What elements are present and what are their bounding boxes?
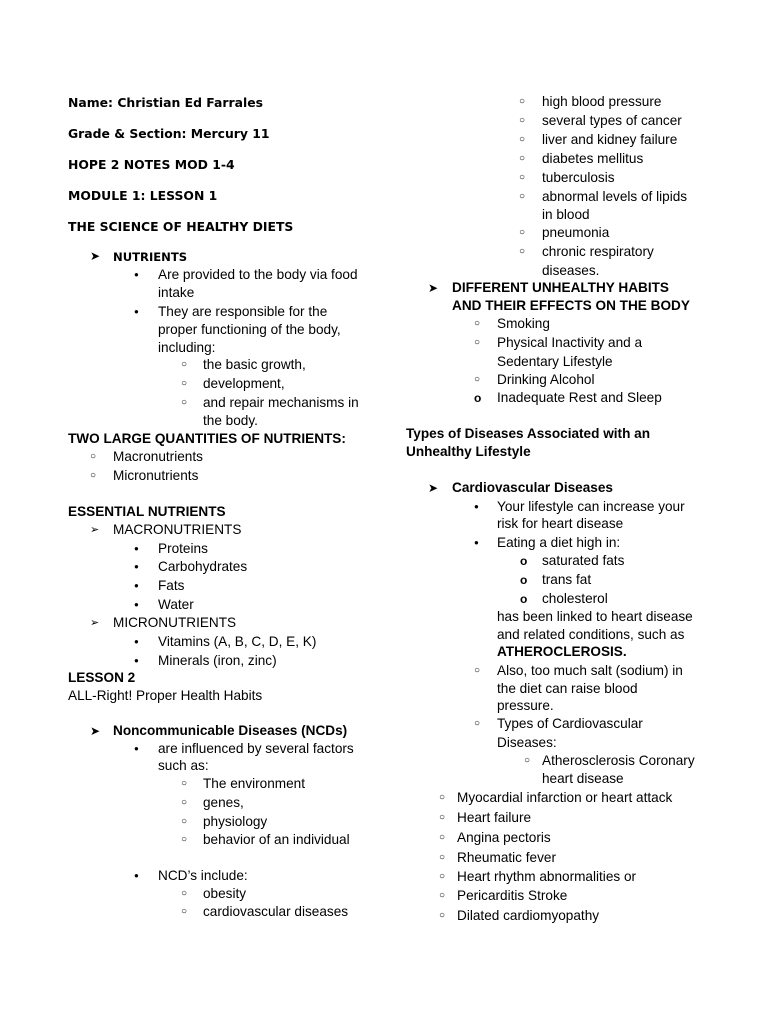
circle-bullet-icon: ○	[519, 96, 526, 107]
ncd-include-item: tuberculosis	[542, 170, 615, 185]
diet-item: cholesterol	[542, 591, 608, 606]
bullet-icon: ●	[134, 544, 139, 553]
circle-bullet-icon: ○	[439, 832, 446, 843]
bullet-icon: ●	[134, 744, 139, 753]
circle-bullet-icon: ○	[181, 378, 188, 389]
bullet-icon: ●	[134, 656, 139, 665]
macro-item: Fats	[158, 578, 185, 593]
circle-bullet-icon: ○	[181, 397, 188, 408]
cardio-heading: Cardiovascular Diseases	[452, 480, 613, 495]
ncd-include-item: obesity	[203, 886, 247, 901]
arrow-bullet-icon: ➤	[90, 724, 101, 738]
grade-section: Grade & Section: Mercury 11	[68, 126, 270, 141]
cardio-type-item: Atherosclerosis Coronary	[542, 753, 695, 768]
circle-bullet-icon: ○	[439, 792, 446, 803]
cardio-list-item: Pericarditis Stroke	[457, 888, 568, 903]
circle-bullet-icon: ○	[474, 718, 481, 729]
circle-bullet-icon: ○	[519, 191, 526, 202]
circle-bullet-icon: ○	[90, 470, 97, 481]
bullet-icon: ●	[134, 600, 139, 609]
ncd-include-item: in blood	[542, 207, 590, 222]
habit-item: Smoking	[497, 316, 550, 331]
ncd-include-item: diabetes mellitus	[542, 151, 644, 166]
circle-bullet-icon: ○	[519, 134, 526, 145]
habit-item: Sedentary Lifestyle	[497, 354, 613, 369]
ncd-include-item: pneumonia	[542, 225, 610, 240]
circle-bullet-icon: ○	[519, 246, 526, 257]
types-heading: Unhealthy Lifestyle	[406, 444, 531, 459]
notes-title: HOPE 2 NOTES MOD 1-4	[68, 157, 235, 172]
nutrients-heading: NUTRIENTS	[113, 250, 188, 264]
cardio-list-item: Dilated cardiomyopathy	[457, 908, 600, 923]
nutrients-text: proper functioning of the body,	[158, 322, 341, 337]
arrow-outline-icon: ➢	[90, 617, 100, 629]
arrow-outline-icon: ➢	[90, 524, 100, 536]
cardio-list-item: Myocardial infarction or heart attack	[457, 790, 673, 805]
essential-heading: ESSENTIAL NUTRIENTS	[68, 504, 226, 519]
ncd-heading: Noncommunicable Diseases (NCDs)	[113, 723, 348, 738]
cardio-text: Your lifestyle can increase your	[497, 499, 685, 514]
circle-bullet-icon: o	[520, 592, 528, 606]
circle-bullet-icon: ○	[439, 852, 446, 863]
circle-bullet-icon: ○	[519, 172, 526, 183]
arrow-bullet-icon: ➤	[90, 249, 101, 263]
circle-bullet-icon: ○	[181, 834, 188, 845]
cardio-list-item: Rheumatic fever	[457, 850, 556, 865]
cardio-text: risk for heart disease	[497, 516, 624, 531]
circle-bullet-icon: ○	[90, 451, 97, 462]
macro-item: Water	[158, 597, 194, 612]
bullet-icon: ●	[134, 581, 139, 590]
circle-bullet-icon: ○	[181, 778, 188, 789]
habits-heading: DIFFERENT UNHEALTHY HABITS	[452, 280, 669, 295]
cardio-text: pressure.	[497, 698, 554, 713]
two-large-item: Macronutrients	[113, 449, 203, 464]
circle-bullet-icon: ○	[181, 816, 188, 827]
circle-bullet-icon: ○	[181, 797, 188, 808]
nutrients-subitem: the body.	[203, 413, 258, 428]
habits-heading: AND THEIR EFFECTS ON THE BODY	[452, 298, 690, 313]
diet-item: trans fat	[542, 572, 592, 587]
nutrients-text: including:	[158, 340, 216, 355]
cardio-text: the diet can raise blood	[497, 681, 638, 696]
diet-item: saturated fats	[542, 553, 625, 568]
habit-item: Inadequate Rest and Sleep	[497, 390, 662, 405]
lesson2-subtitle: ALL-Right! Proper Health Habits	[68, 688, 263, 703]
bullet-icon: ●	[134, 270, 139, 279]
cardio-type-item: heart disease	[542, 771, 624, 786]
arrow-bullet-icon: ➤	[428, 281, 439, 295]
atheroclerosis-term: ATHEROCLEROSIS.	[497, 644, 627, 659]
topic-title: THE SCIENCE OF HEALTHY DIETS	[68, 219, 294, 234]
ncd-factor: genes,	[203, 795, 244, 810]
circle-bullet-icon: ○	[474, 374, 481, 385]
types-heading: Types of Diseases Associated with an	[406, 426, 651, 441]
circle-bullet-icon: ○	[524, 755, 531, 766]
cardio-text: Also, too much salt (sodium) in	[497, 663, 683, 678]
macronutrients-heading: MACRONUTRIENTS	[113, 522, 242, 537]
circle-bullet-icon: o	[474, 391, 482, 405]
ncd-include-item: diseases.	[542, 263, 600, 278]
ncd-include-item: chronic respiratory	[542, 244, 654, 259]
micronutrients-heading: MICRONUTRIENTS	[113, 615, 237, 630]
cardio-list-item: Heart failure	[457, 810, 532, 825]
two-large-heading: TWO LARGE QUANTITIES OF NUTRIENTS:	[68, 431, 346, 446]
circle-bullet-icon: ○	[181, 888, 188, 899]
ncd-include-item: cardiovascular diseases	[203, 904, 349, 919]
ncd-include-item: abnormal levels of lipids	[542, 189, 688, 204]
circle-bullet-icon: ○	[439, 812, 446, 823]
circle-bullet-icon: ○	[519, 227, 526, 238]
cardio-list-item: Angina pectoris	[457, 830, 551, 845]
habit-item: Drinking Alcohol	[497, 372, 595, 387]
cardio-text: Eating a diet high in:	[497, 535, 621, 550]
student-name: Name: Christian Ed Farrales	[68, 95, 263, 110]
bullet-icon: ●	[134, 562, 139, 571]
bullet-icon: ●	[134, 637, 139, 646]
ncd-include-item: several types of cancer	[542, 113, 682, 128]
nutrients-text: They are responsible for the	[158, 304, 328, 319]
arrow-bullet-icon: ➤	[428, 481, 439, 495]
cardio-text: Types of Cardiovascular	[497, 716, 643, 731]
habit-item: Physical Inactivity and a	[497, 335, 643, 350]
cardio-text: Diseases:	[497, 735, 557, 750]
cardio-list-item: Heart rhythm abnormalities or	[457, 869, 637, 884]
cardio-text: has been linked to heart disease	[497, 609, 693, 624]
circle-bullet-icon: ○	[474, 318, 481, 329]
ncd-factor: The environment	[203, 776, 306, 791]
circle-bullet-icon: ○	[519, 115, 526, 126]
circle-bullet-icon: ○	[439, 910, 446, 921]
micro-item: Minerals (iron, zinc)	[158, 653, 277, 668]
circle-bullet-icon: o	[520, 573, 528, 587]
ncd-include-item: liver and kidney failure	[542, 132, 678, 147]
circle-bullet-icon: ○	[439, 871, 446, 882]
circle-bullet-icon: ○	[181, 359, 188, 370]
circle-bullet-icon: ○	[474, 665, 481, 676]
module-title: MODULE 1: LESSON 1	[68, 188, 218, 203]
two-large-item: Micronutrients	[113, 468, 199, 483]
bullet-icon: ●	[474, 502, 479, 511]
cardio-text: and related conditions, such as	[497, 627, 685, 642]
ncd-include-label: NCD’s include:	[158, 868, 248, 883]
circle-bullet-icon: ○	[474, 337, 481, 348]
nutrients-text: intake	[158, 285, 195, 300]
bullet-icon: ●	[134, 871, 139, 880]
micro-item: Vitamins (A, B, C, D, E, K)	[158, 634, 317, 649]
ncd-factor: behavior of an individual	[203, 832, 350, 847]
ncd-include-item: high blood pressure	[542, 94, 662, 109]
nutrients-subitem: the basic growth,	[203, 357, 306, 372]
nutrients-text: Are provided to the body via food	[158, 267, 358, 282]
ncd-text: are influenced by several factors	[158, 741, 354, 756]
lesson2-heading: LESSON 2	[68, 670, 136, 685]
bullet-icon: ●	[474, 538, 479, 547]
macro-item: Carbohydrates	[158, 559, 248, 574]
ncd-text: such as:	[158, 758, 209, 773]
nutrients-subitem: and repair mechanisms in	[203, 395, 359, 410]
nutrients-subitem: development,	[203, 376, 285, 391]
macro-item: Proteins	[158, 541, 208, 556]
circle-bullet-icon: ○	[519, 153, 526, 164]
bullet-icon: ●	[134, 307, 139, 316]
circle-bullet-icon: ○	[181, 906, 188, 917]
circle-bullet-icon: ○	[439, 890, 446, 901]
circle-bullet-icon: o	[520, 554, 528, 568]
ncd-factor: physiology	[203, 814, 268, 829]
